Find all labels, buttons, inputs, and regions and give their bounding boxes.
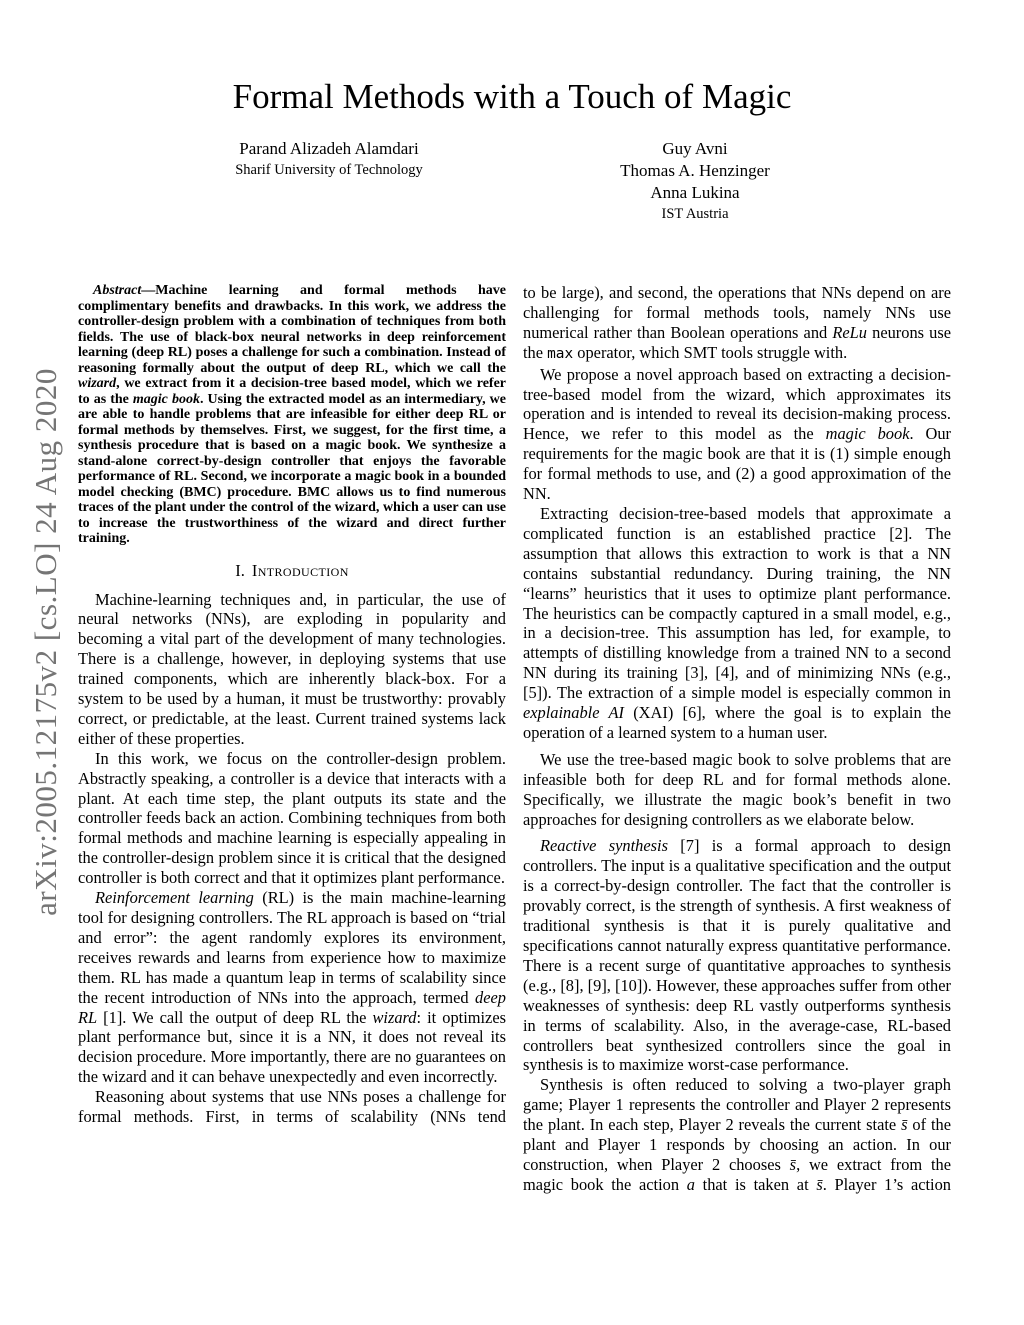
- text-run: Machine-learning techniques and, in particular, the use of neural networks (NNs), are exploding in popularity and becoming a vital part of the development of many technologies. There is a challenge, however, in deploying systems that use trained components, which are inherently black-box. For a system to be used by a human, it must be trustworthy: provably correct, or predictable, at the least. Current trained systems lack either of these properties.: [78, 589, 506, 748]
- text-run: Synthesis is often reduced to solving a two-player graph game; Player 1 represents the controller and Player 2 represents the plant. In each step, Player 2 reveals the current state: [523, 1075, 951, 1135]
- text-run: [1]. We call the output of deep RL the: [97, 1007, 373, 1027]
- text-run: a: [686, 1174, 695, 1194]
- text-run: Reasoning about systems that use NNs poses a challenge for formal methods. First, in terms of scalability (NNs tend: [78, 1087, 506, 1127]
- paragraph: [523, 365, 951, 504]
- text-run: We propose a novel approach based on extracting a decision-tree-based model from the wizard, which approximates its operation and is intended to reveal its decision-making process. Hence, we refer to this model as the: [523, 364, 951, 444]
- text-run: [7] is a formal approach to design controllers. The input is a qualitative specification and the output is a correct-by-design controller. The fact that the controller is provably correct, is the strength of synthesis. A first weakness of traditional synthesis is that it is purely qualitative and specifications cannot naturally express quantitative performance. There is a recent surge of quantitative approaches to synthesis (e.g., [8], [9], [10]). However, these approaches suffer from other weaknesses of synthesis: deep RL vastly outperforms synthesis in terms of scalability. Also, in the average-case, RL-based controllers beat synthesized controllers since the goal in synthesis is to maximize worst-case performance.: [523, 836, 951, 1075]
- text-run: , we extract from it a decision-tree based model, which we refer to as the: [78, 376, 506, 407]
- text-run: ReLu: [832, 322, 867, 342]
- text-run: s̄: [789, 1154, 797, 1174]
- paragraph: [523, 1075, 951, 1194]
- text-run: that is taken at: [694, 1174, 817, 1194]
- text-run: Abstract: [93, 283, 142, 298]
- paragraph: [78, 888, 506, 1087]
- text-run: Reactive synthesis: [540, 836, 668, 856]
- paragraph: [78, 749, 506, 888]
- two-column-body: [78, 283, 951, 1195]
- text-run: of the plant and Player 1 responds by choosing an action. In our construction, when Player 2 chooses: [523, 1115, 952, 1174]
- text-run: We use the tree-based magic book to solve problems that are infeasible both for deep RL and for formal methods alone. Specifically, we illustrate the magic book’s benefit in two approaches for designing controllers as we elaborate below.: [523, 749, 951, 829]
- section-title: Introduction: [251, 560, 349, 580]
- text-run: s̄: [816, 1174, 823, 1194]
- text-run: operator, which SMT tools struggle with.: [573, 342, 848, 362]
- text-run: (XAI) [6], where the goal is to explain the operation of a learned system to a human user.: [523, 703, 951, 742]
- text-run: deep RL: [78, 987, 506, 1027]
- text-run: In this work, we focus on the controller-design problem. Abstractly speaking, a controller is a device that interacts with a plant. At each time step, the plant outputs its state and the controller feeds back an action. Combining techniques from both formal methods and machine learning is especially appealing in the controller-design problem since it is critical that the designed controller is both correct and that it optimizes plant performance.: [78, 748, 506, 888]
- text-run: . Player 1’s action: [822, 1174, 952, 1194]
- author-affiliation: IST Austria: [661, 206, 729, 222]
- paragraph: [523, 836, 951, 1075]
- text-run: max: [547, 345, 574, 362]
- paragraph: [523, 750, 951, 830]
- arxiv-stamp: arXiv:2005.12175v2 [cs.LO] 24 Aug 2020: [28, 368, 63, 916]
- text-run: (RL) is the main machine-learning tool for designing controllers. The RL approach is based on “trial and error”: the agent randomly explores its environment, receives rewards and learns from experience how to maximize them. RL has made a quantum leap in terms of scalability since the recent introduction of NNs into the approach, termed: [78, 888, 507, 1007]
- text-run: neurons use the: [523, 322, 952, 362]
- author-group-1: [159, 138, 499, 225]
- paper-header: [0, 0, 1024, 225]
- right-column: [523, 283, 951, 1195]
- text-run: explainable AI: [523, 703, 624, 723]
- abstract-paragraph: [78, 283, 506, 547]
- author-name: Guy Avni: [662, 139, 728, 158]
- text-run: Reinforcement learning: [95, 888, 254, 908]
- section-number: I.: [235, 560, 245, 580]
- paragraph: [523, 504, 951, 743]
- author-name: Thomas A. Henzinger: [620, 161, 770, 180]
- author-affiliation: Sharif University of Technology: [235, 162, 423, 178]
- section-heading-introduction: [78, 561, 506, 581]
- left-column: [78, 283, 506, 1195]
- text-run: wizard: [372, 1007, 417, 1027]
- paper-title: Formal Methods with a Touch of Magic: [232, 77, 792, 116]
- text-run: . Using the extracted model as an intermediary, we are able to handle problems that are infeasible for either deep RL or formal methods by themselves. First, we suggest, for the first time, a synthesis procedure that is based on a magic book. We synthesize a stand-alone correct-by-design controller that enjoys the favorable performance of RL. Second, we incorporate a magic book in a bounded model checking (BMC) procedure. BMC allows us to find numerous traces of the plant under the control of the wizard, which a user can use to increase the trustworthiness of the wizard and direct further training.: [78, 391, 507, 546]
- text-run: Extracting decision-tree-based models that approximate a complicated function is an established practice [2]. The assumption that allows this extraction to work is that a NN contains substantial redundancy. During training, the NN “learns” heuristics that it uses to optimize plant performance. The heuristics can be compactly captured in a small model, e.g., in a decision-tree. This assumption has led, for example, to attempts of distilling knowledge from a trained NN to a second NN during its training [3], [4], and of minimizing NNs (e.g., [5]). The extraction of a simple model is especially common in: [523, 503, 951, 703]
- paragraph: [78, 590, 506, 749]
- text-run: , we extract from the magic book the action: [523, 1154, 952, 1194]
- author-block: [0, 138, 1024, 225]
- paragraph: [523, 283, 951, 365]
- text-run: to be large), and second, the operations that NNs depend on are challenging for formal methods tools, namely NNs use numerical rather than Boolean operations and: [523, 283, 951, 342]
- text-run: magic book: [132, 391, 200, 407]
- author-name: Anna Lukina: [650, 183, 740, 202]
- text-run: s̄: [901, 1115, 908, 1135]
- text-run: . Our requirements for the magic book are that it is (1) simple enough for formal methods to use, and (2) a good approximation of the NN.: [523, 424, 951, 504]
- text-run: : it optimizes plant performance but, since it is a NN, it does not reveal its decision procedure. More importantly, there are no guarantees on the wizard and it can behave unexpectedly and even incorrectly.: [78, 1007, 506, 1087]
- paragraph: [78, 1087, 506, 1127]
- text-run: wizard: [78, 376, 117, 391]
- text-run: —Machine learning and formal methods have complimentary benefits and drawbacks. In this work, we address the controller-design problem with a combination of techniques from both fields. The use of black-box neural networks in deep reinforcement learning (deep RL) poses a challenge for such a combination. Instead of reasoning formally about the output of deep RL, which we call the: [78, 283, 506, 376]
- author-name: Parand Alizadeh Alamdari: [239, 139, 419, 158]
- text-run: magic book: [825, 424, 910, 444]
- author-group-2: [525, 138, 865, 225]
